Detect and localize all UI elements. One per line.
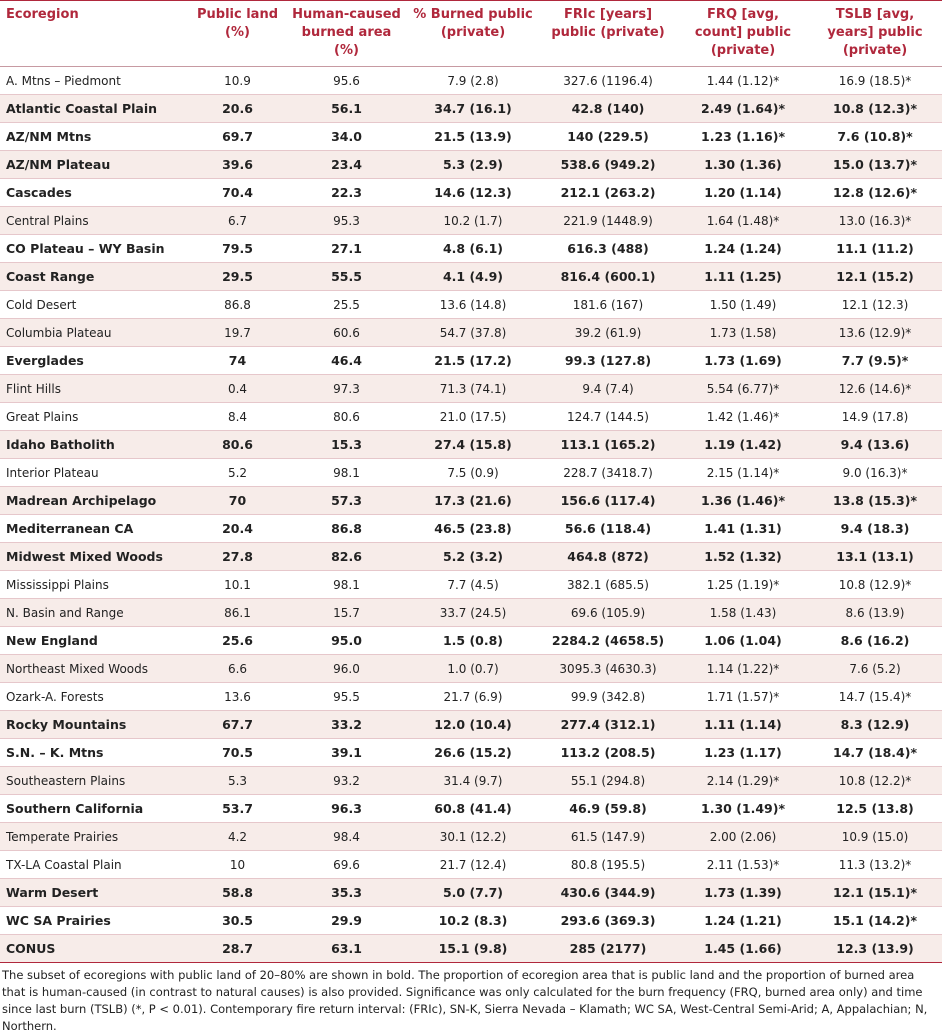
tslb-cell: 13.8 (15.3)* [808,487,942,515]
frq-cell: 1.11 (1.25) [678,263,808,291]
public-land-cell: 70 [190,487,285,515]
table-header-row [0,1,942,67]
human-caused-cell: 95.0 [285,627,408,655]
frq-cell: 1.20 (1.14) [678,179,808,207]
burned-cell: 31.4 (9.7) [408,767,538,795]
human-caused-cell: 39.1 [285,739,408,767]
burned-cell: 21.7 (6.9) [408,683,538,711]
fric-cell: 327.6 (1196.4) [538,67,678,95]
col-header-burned: % Burned public (private) [408,1,538,67]
public-land-cell: 58.8 [190,879,285,907]
public-land-cell: 20.4 [190,515,285,543]
table-row [0,851,942,879]
public-land-cell: 0.4 [190,375,285,403]
tslb-cell: 8.3 (12.9) [808,711,942,739]
table-row [0,263,942,291]
table-row [0,207,942,235]
human-caused-cell: 80.6 [285,403,408,431]
fric-cell: 156.6 (117.4) [538,487,678,515]
table-row [0,487,942,515]
ecoregion-cell: A. Mtns – Piedmont [0,67,190,95]
human-caused-cell: 96.3 [285,795,408,823]
col-header-frq: FRQ [avg, count] public (private) [678,1,808,67]
human-caused-cell: 96.0 [285,655,408,683]
tslb-cell: 7.7 (9.5)* [808,347,942,375]
ecoregion-cell: Southeastern Plains [0,767,190,795]
human-caused-cell: 69.6 [285,851,408,879]
burned-cell: 27.4 (15.8) [408,431,538,459]
human-caused-cell: 86.8 [285,515,408,543]
table-row [0,375,942,403]
burned-cell: 4.1 (4.9) [408,263,538,291]
public-land-cell: 29.5 [190,263,285,291]
frq-cell: 1.14 (1.22)* [678,655,808,683]
fric-cell: 430.6 (344.9) [538,879,678,907]
fric-cell: 56.6 (118.4) [538,515,678,543]
human-caused-cell: 15.3 [285,431,408,459]
tslb-cell: 14.9 (17.8) [808,403,942,431]
public-land-cell: 79.5 [190,235,285,263]
table-row [0,403,942,431]
ecoregion-cell: Great Plains [0,403,190,431]
burned-cell: 60.8 (41.4) [408,795,538,823]
frq-cell: 1.23 (1.16)* [678,123,808,151]
human-caused-cell: 60.6 [285,319,408,347]
table-row [0,431,942,459]
table-row [0,795,942,823]
table-row [0,459,942,487]
public-land-cell: 6.6 [190,655,285,683]
human-caused-cell: 98.1 [285,571,408,599]
fric-cell: 816.4 (600.1) [538,263,678,291]
burned-cell: 5.0 (7.7) [408,879,538,907]
table-row [0,123,942,151]
frq-cell: 1.30 (1.36) [678,151,808,179]
table-row [0,151,942,179]
public-land-cell: 70.4 [190,179,285,207]
table-row [0,319,942,347]
tslb-cell: 14.7 (18.4)* [808,739,942,767]
public-land-cell: 86.1 [190,599,285,627]
table-row [0,935,942,963]
ecoregion-cell: Cascades [0,179,190,207]
public-land-cell: 10.1 [190,571,285,599]
public-land-cell: 10.9 [190,67,285,95]
table-row [0,739,942,767]
tslb-cell: 14.7 (15.4)* [808,683,942,711]
burned-cell: 1.5 (0.8) [408,627,538,655]
ecoregion-cell: TX-LA Coastal Plain [0,851,190,879]
fric-cell: 46.9 (59.8) [538,795,678,823]
human-caused-cell: 95.6 [285,67,408,95]
frq-cell: 2.15 (1.14)* [678,459,808,487]
public-land-cell: 53.7 [190,795,285,823]
public-land-cell: 67.7 [190,711,285,739]
table-row [0,543,942,571]
frq-cell: 1.11 (1.14) [678,711,808,739]
ecoregion-cell: S.N. – K. Mtns [0,739,190,767]
human-caused-cell: 55.5 [285,263,408,291]
human-caused-cell: 57.3 [285,487,408,515]
burned-cell: 5.2 (3.2) [408,543,538,571]
human-caused-cell: 25.5 [285,291,408,319]
public-land-cell: 19.7 [190,319,285,347]
ecoregion-cell: CONUS [0,935,190,963]
tslb-cell: 9.4 (18.3) [808,515,942,543]
fric-cell: 464.8 (872) [538,543,678,571]
frq-cell: 1.71 (1.57)* [678,683,808,711]
ecoregion-cell: Central Plains [0,207,190,235]
human-caused-cell: 95.3 [285,207,408,235]
col-header-tslb: TSLB [avg, years] public (private) [808,1,942,67]
fric-cell: 140 (229.5) [538,123,678,151]
frq-cell: 1.73 (1.39) [678,879,808,907]
fric-cell: 228.7 (3418.7) [538,459,678,487]
table-body [0,67,942,963]
fric-cell: 221.9 (1448.9) [538,207,678,235]
public-land-cell: 27.8 [190,543,285,571]
frq-cell: 1.73 (1.69) [678,347,808,375]
table-row [0,767,942,795]
burned-cell: 46.5 (23.8) [408,515,538,543]
public-land-cell: 80.6 [190,431,285,459]
tslb-cell: 11.3 (13.2)* [808,851,942,879]
tslb-cell: 12.1 (15.2) [808,263,942,291]
fric-cell: 99.3 (127.8) [538,347,678,375]
fric-cell: 616.3 (488) [538,235,678,263]
ecoregion-cell: Madrean Archipelago [0,487,190,515]
fric-cell: 212.1 (263.2) [538,179,678,207]
public-land-cell: 86.8 [190,291,285,319]
tslb-cell: 12.1 (15.1)* [808,879,942,907]
burned-cell: 10.2 (8.3) [408,907,538,935]
col-header-ecoregion: Ecoregion [0,1,190,67]
table-row [0,291,942,319]
tslb-cell: 10.8 (12.9)* [808,571,942,599]
tslb-cell: 9.4 (13.6) [808,431,942,459]
table-row [0,67,942,95]
burned-cell: 15.1 (9.8) [408,935,538,963]
frq-cell: 1.52 (1.32) [678,543,808,571]
burned-cell: 14.6 (12.3) [408,179,538,207]
frq-cell: 2.11 (1.53)* [678,851,808,879]
table-row [0,823,942,851]
burned-cell: 7.9 (2.8) [408,67,538,95]
burned-cell: 21.5 (17.2) [408,347,538,375]
frq-cell: 1.24 (1.24) [678,235,808,263]
human-caused-cell: 34.0 [285,123,408,151]
frq-cell: 1.19 (1.42) [678,431,808,459]
ecoregion-cell: Atlantic Coastal Plain [0,95,190,123]
ecoregion-cell: Rocky Mountains [0,711,190,739]
ecoregion-cell: Southern California [0,795,190,823]
frq-cell: 1.36 (1.46)* [678,487,808,515]
table-row [0,907,942,935]
burned-cell: 10.2 (1.7) [408,207,538,235]
public-land-cell: 13.6 [190,683,285,711]
fric-cell: 113.1 (165.2) [538,431,678,459]
table-row [0,95,942,123]
frq-cell: 1.42 (1.46)* [678,403,808,431]
frq-cell: 1.64 (1.48)* [678,207,808,235]
human-caused-cell: 93.2 [285,767,408,795]
public-land-cell: 8.4 [190,403,285,431]
ecoregion-cell: Mississippi Plains [0,571,190,599]
fric-cell: 61.5 (147.9) [538,823,678,851]
fric-cell: 124.7 (144.5) [538,403,678,431]
table-row [0,879,942,907]
table-row [0,571,942,599]
human-caused-cell: 35.3 [285,879,408,907]
frq-cell: 2.00 (2.06) [678,823,808,851]
fric-cell: 277.4 (312.1) [538,711,678,739]
table-row [0,235,942,263]
tslb-cell: 12.3 (13.9) [808,935,942,963]
public-land-cell: 5.2 [190,459,285,487]
human-caused-cell: 15.7 [285,599,408,627]
ecoregion-cell: CO Plateau – WY Basin [0,235,190,263]
public-land-cell: 25.6 [190,627,285,655]
tslb-cell: 10.8 (12.3)* [808,95,942,123]
burned-cell: 34.7 (16.1) [408,95,538,123]
fric-cell: 3095.3 (4630.3) [538,655,678,683]
table-row [0,347,942,375]
ecoregion-cell: Northeast Mixed Woods [0,655,190,683]
public-land-cell: 30.5 [190,907,285,935]
frq-cell: 1.06 (1.04) [678,627,808,655]
burned-cell: 12.0 (10.4) [408,711,538,739]
table-row [0,655,942,683]
human-caused-cell: 95.5 [285,683,408,711]
burned-cell: 21.0 (17.5) [408,403,538,431]
ecoregion-cell: Columbia Plateau [0,319,190,347]
tslb-cell: 11.1 (11.2) [808,235,942,263]
tslb-cell: 12.6 (14.6)* [808,375,942,403]
frq-cell: 1.41 (1.31) [678,515,808,543]
public-land-cell: 10 [190,851,285,879]
burned-cell: 17.3 (21.6) [408,487,538,515]
fric-cell: 285 (2177) [538,935,678,963]
public-land-cell: 70.5 [190,739,285,767]
human-caused-cell: 56.1 [285,95,408,123]
burned-cell: 7.7 (4.5) [408,571,538,599]
burned-cell: 1.0 (0.7) [408,655,538,683]
fric-cell: 538.6 (949.2) [538,151,678,179]
human-caused-cell: 22.3 [285,179,408,207]
human-caused-cell: 46.4 [285,347,408,375]
fric-cell: 42.8 (140) [538,95,678,123]
human-caused-cell: 97.3 [285,375,408,403]
tslb-cell: 12.1 (12.3) [808,291,942,319]
fric-cell: 69.6 (105.9) [538,599,678,627]
table-footnote: The subset of ecoregions with public land of 20–80% are shown in bold. The proportion of ecoregion area that is public land and the proportion of burned area that is human-caused (in contrast to natural causes) is also provided. Significance was only calculated for the burn frequency (FRQ, burned area only) and time since last burn (TSLB) (*, P < 0.01). Contemporary fire return interval: (FRIc), SN-K, Sierra Nevada – Klamath; WC SA, West-Central Semi-Arid; A, Appalachian; N, Northern. [2,968,928,1033]
table-row [0,627,942,655]
ecoregion-cell: Cold Desert [0,291,190,319]
ecoregion-cell: Everglades [0,347,190,375]
ecoregion-cell: Ozark-A. Forests [0,683,190,711]
fric-cell: 113.2 (208.5) [538,739,678,767]
human-caused-cell: 27.1 [285,235,408,263]
fric-cell: 80.8 (195.5) [538,851,678,879]
frq-cell: 2.14 (1.29)* [678,767,808,795]
human-caused-cell: 98.1 [285,459,408,487]
frq-cell: 1.23 (1.17) [678,739,808,767]
frq-cell: 1.45 (1.66) [678,935,808,963]
tslb-cell: 13.0 (16.3)* [808,207,942,235]
burned-cell: 13.6 (14.8) [408,291,538,319]
public-land-cell: 20.6 [190,95,285,123]
burned-cell: 7.5 (0.9) [408,459,538,487]
human-caused-cell: 23.4 [285,151,408,179]
burned-cell: 33.7 (24.5) [408,599,538,627]
ecoregion-cell: AZ/NM Mtns [0,123,190,151]
ecoregion-cell: WC SA Prairies [0,907,190,935]
tslb-cell: 8.6 (13.9) [808,599,942,627]
frq-cell: 1.50 (1.49) [678,291,808,319]
tslb-cell: 7.6 (5.2) [808,655,942,683]
tslb-cell: 13.1 (13.1) [808,543,942,571]
public-land-cell: 74 [190,347,285,375]
tslb-cell: 9.0 (16.3)* [808,459,942,487]
tslb-cell: 7.6 (10.8)* [808,123,942,151]
fric-cell: 55.1 (294.8) [538,767,678,795]
frq-cell: 1.24 (1.21) [678,907,808,935]
burned-cell: 5.3 (2.9) [408,151,538,179]
table-row [0,683,942,711]
human-caused-cell: 82.6 [285,543,408,571]
tslb-cell: 15.1 (14.2)* [808,907,942,935]
ecoregion-cell: Coast Range [0,263,190,291]
ecoregion-cell: Idaho Batholith [0,431,190,459]
burned-cell: 21.7 (12.4) [408,851,538,879]
public-land-cell: 28.7 [190,935,285,963]
tslb-cell: 10.9 (15.0) [808,823,942,851]
human-caused-cell: 98.4 [285,823,408,851]
table-row [0,515,942,543]
fric-cell: 99.9 (342.8) [538,683,678,711]
col-header-fric: FRIc [years] public (private) [538,1,678,67]
ecoregion-cell: Warm Desert [0,879,190,907]
tslb-cell: 15.0 (13.7)* [808,151,942,179]
frq-cell: 1.30 (1.49)* [678,795,808,823]
public-land-cell: 39.6 [190,151,285,179]
human-caused-cell: 63.1 [285,935,408,963]
public-land-cell: 6.7 [190,207,285,235]
ecoregion-cell: Temperate Prairies [0,823,190,851]
ecoregion-cell: N. Basin and Range [0,599,190,627]
burned-cell: 4.8 (6.1) [408,235,538,263]
frq-cell: 1.44 (1.12)* [678,67,808,95]
fric-cell: 181.6 (167) [538,291,678,319]
table-row [0,179,942,207]
burned-cell: 26.6 (15.2) [408,739,538,767]
burned-cell: 71.3 (74.1) [408,375,538,403]
frq-cell: 2.49 (1.64)* [678,95,808,123]
frq-cell: 1.73 (1.58) [678,319,808,347]
table-row [0,711,942,739]
ecoregion-cell: Interior Plateau [0,459,190,487]
tslb-cell: 8.6 (16.2) [808,627,942,655]
ecoregion-cell: Mediterranean CA [0,515,190,543]
col-header-human-caused: Human-caused burned area (%) [285,1,408,67]
tslb-cell: 10.8 (12.2)* [808,767,942,795]
tslb-cell: 13.6 (12.9)* [808,319,942,347]
burned-cell: 30.1 (12.2) [408,823,538,851]
frq-cell: 5.54 (6.77)* [678,375,808,403]
fric-cell: 2284.2 (4658.5) [538,627,678,655]
frq-cell: 1.58 (1.43) [678,599,808,627]
frq-cell: 1.25 (1.19)* [678,571,808,599]
fric-cell: 39.2 (61.9) [538,319,678,347]
tslb-cell: 12.8 (12.6)* [808,179,942,207]
human-caused-cell: 29.9 [285,907,408,935]
table-row [0,599,942,627]
fric-cell: 293.6 (369.3) [538,907,678,935]
ecoregion-cell: Midwest Mixed Woods [0,543,190,571]
human-caused-cell: 33.2 [285,711,408,739]
fric-cell: 9.4 (7.4) [538,375,678,403]
public-land-cell: 5.3 [190,767,285,795]
ecoregion-cell: New England [0,627,190,655]
ecoregion-cell: AZ/NM Plateau [0,151,190,179]
tslb-cell: 12.5 (13.8) [808,795,942,823]
burned-cell: 54.7 (37.8) [408,319,538,347]
public-land-cell: 4.2 [190,823,285,851]
burned-cell: 21.5 (13.9) [408,123,538,151]
public-land-cell: 69.7 [190,123,285,151]
col-header-public-land: Public land (%) [190,1,285,67]
ecoregion-cell: Flint Hills [0,375,190,403]
fric-cell: 382.1 (685.5) [538,571,678,599]
tslb-cell: 16.9 (18.5)* [808,67,942,95]
